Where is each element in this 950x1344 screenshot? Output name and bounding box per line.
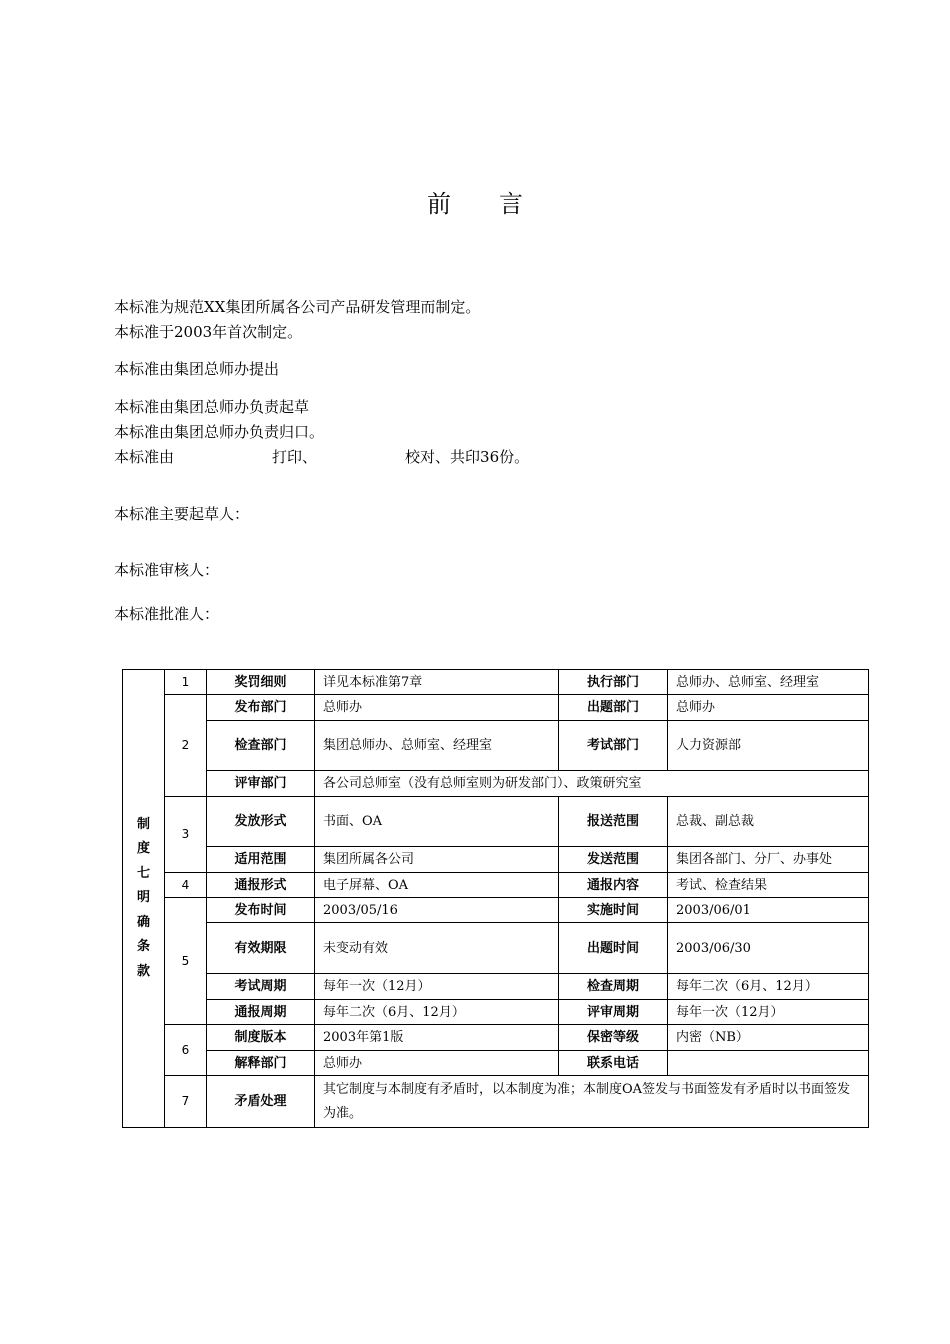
field-value: 总裁、副总裁 bbox=[668, 797, 869, 847]
field-value: 总师办、总师室、经理室 bbox=[668, 670, 869, 695]
preface-line-1: 本标准为规范XX集团所属各公司产品研发管理而制定。 bbox=[114, 298, 481, 316]
item-number: 1 bbox=[165, 670, 207, 695]
rules-table bbox=[122, 669, 869, 1128]
field-value: 电子屏幕、OA bbox=[315, 873, 559, 898]
field-value bbox=[668, 1051, 869, 1076]
approver-label: 本标准批准人： bbox=[114, 605, 220, 623]
field-label: 评审部门 bbox=[207, 771, 315, 797]
table-row bbox=[123, 1076, 869, 1128]
field-value: 每年二次（6月、12月） bbox=[668, 974, 869, 1000]
table-row bbox=[123, 695, 869, 721]
field-value: 每年一次（12月） bbox=[315, 974, 559, 1000]
field-label: 发布部门 bbox=[207, 695, 315, 721]
preface-line-4: 本标准由集团总师办负责起草 bbox=[114, 398, 310, 416]
field-value: 每年二次（6月、12月） bbox=[315, 1000, 559, 1025]
field-label: 制度版本 bbox=[207, 1025, 315, 1051]
field-value: 总师办 bbox=[315, 695, 559, 721]
field-label: 出题部门 bbox=[559, 695, 668, 721]
field-value: 书面、OA bbox=[315, 797, 559, 847]
field-label: 出题时间 bbox=[559, 923, 668, 974]
field-value: 每年一次（12月） bbox=[668, 1000, 869, 1025]
field-label: 执行部门 bbox=[559, 670, 668, 695]
field-label: 实施时间 bbox=[559, 898, 668, 923]
field-label: 奖罚细则 bbox=[207, 670, 315, 695]
field-label: 有效期限 bbox=[207, 923, 315, 974]
field-label: 考试周期 bbox=[207, 974, 315, 1000]
table-row bbox=[123, 721, 869, 771]
title-char-1: 前 bbox=[427, 190, 451, 218]
table-row bbox=[123, 670, 869, 695]
field-value: 集团总师办、总师室、经理室 bbox=[315, 721, 559, 771]
table-row bbox=[123, 797, 869, 847]
field-label: 适用范围 bbox=[207, 847, 315, 873]
table-row bbox=[123, 898, 869, 923]
table-row bbox=[123, 873, 869, 898]
field-value: 2003年第1版 bbox=[315, 1025, 559, 1051]
reviewer-label: 本标准审核人： bbox=[114, 561, 220, 579]
field-label: 检查部门 bbox=[207, 721, 315, 771]
table-row bbox=[123, 923, 869, 974]
preface-line-6c: 校对、共印36份。 bbox=[405, 448, 530, 466]
field-label: 通报内容 bbox=[559, 873, 668, 898]
item-number: 2 bbox=[165, 695, 207, 797]
field-value: 人力资源部 bbox=[668, 721, 869, 771]
field-label: 保密等级 bbox=[559, 1025, 668, 1051]
preface-line-6 bbox=[114, 447, 529, 467]
field-label: 通报周期 bbox=[207, 1000, 315, 1025]
field-value: 未变动有效 bbox=[315, 923, 559, 974]
table-row bbox=[123, 1025, 869, 1051]
field-value: 2003/05/16 bbox=[315, 898, 559, 923]
field-value: 详见本标准第7章 bbox=[315, 670, 559, 695]
side-label: 制 度 七 明 确 条 款 bbox=[123, 670, 165, 1128]
field-value: 集团所属各公司 bbox=[315, 847, 559, 873]
table-row bbox=[123, 974, 869, 1000]
field-label: 报送范围 bbox=[559, 797, 668, 847]
field-label: 考试部门 bbox=[559, 721, 668, 771]
table-row bbox=[123, 847, 869, 873]
preface-line-3: 本标准由集团总师办提出 bbox=[114, 360, 280, 378]
field-value: 总师办 bbox=[668, 695, 869, 721]
field-value: 考试、检查结果 bbox=[668, 873, 869, 898]
page-title bbox=[0, 184, 950, 219]
item-number: 5 bbox=[165, 898, 207, 1025]
item-number: 6 bbox=[165, 1025, 207, 1076]
field-value: 2003/06/01 bbox=[668, 898, 869, 923]
field-label: 通报形式 bbox=[207, 873, 315, 898]
item-number: 7 bbox=[165, 1076, 207, 1128]
field-label: 矛盾处理 bbox=[207, 1076, 315, 1128]
table-row bbox=[123, 1000, 869, 1025]
field-value: 其它制度与本制度有矛盾时，以本制度为准；本制度OA签发与书面签发有矛盾时以书面签发为准。 bbox=[315, 1076, 869, 1128]
item-number: 4 bbox=[165, 873, 207, 898]
field-label: 发放形式 bbox=[207, 797, 315, 847]
field-label: 检查周期 bbox=[559, 974, 668, 1000]
preface-line-6a: 本标准由 bbox=[114, 448, 175, 466]
field-value: 总师办 bbox=[315, 1051, 559, 1076]
drafter-label: 本标准主要起草人： bbox=[114, 505, 250, 523]
field-value: 各公司总师室（没有总师室则为研发部门）、政策研究室 bbox=[315, 771, 869, 797]
item-number: 3 bbox=[165, 797, 207, 873]
preface-line-6b: 打印、 bbox=[272, 448, 318, 466]
field-label: 解释部门 bbox=[207, 1051, 315, 1076]
field-value: 2003/06/30 bbox=[668, 923, 869, 974]
field-label: 评审周期 bbox=[559, 1000, 668, 1025]
table-row bbox=[123, 771, 869, 797]
preface-line-2: 本标准于2003年首次制定。 bbox=[114, 323, 303, 341]
field-value: 内密（NB） bbox=[668, 1025, 869, 1051]
field-label: 联系电话 bbox=[559, 1051, 668, 1076]
title-char-2: 言 bbox=[499, 190, 523, 218]
field-label: 发布时间 bbox=[207, 898, 315, 923]
preface-line-5: 本标准由集团总师办负责归口。 bbox=[114, 423, 325, 441]
field-label: 发送范围 bbox=[559, 847, 668, 873]
field-value: 集团各部门、分厂、办事处 bbox=[668, 847, 869, 873]
table-row bbox=[123, 1051, 869, 1076]
